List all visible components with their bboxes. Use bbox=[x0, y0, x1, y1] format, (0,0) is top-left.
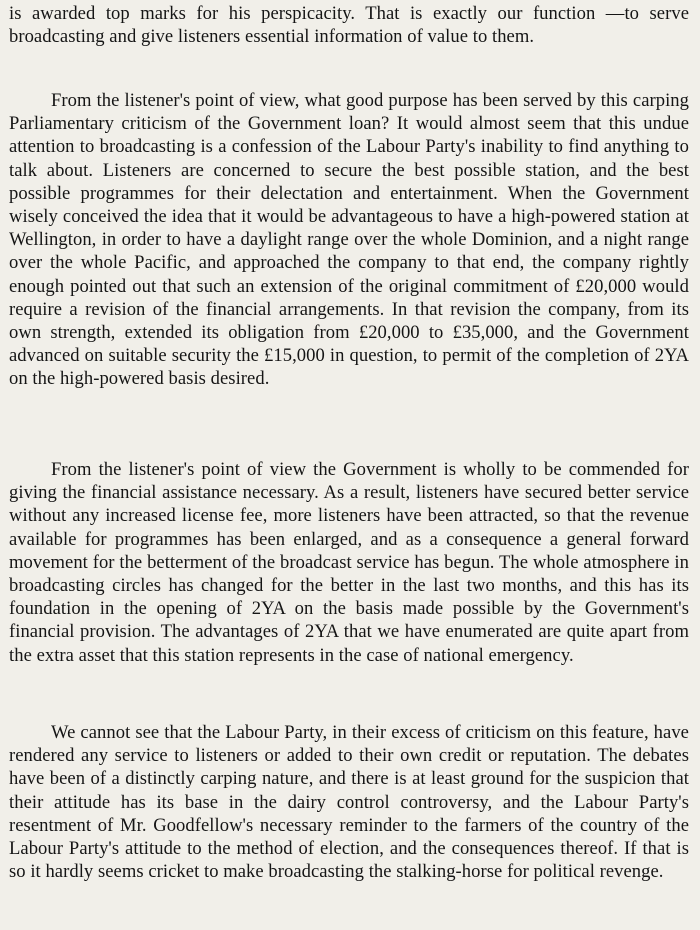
paragraph-labour-party: We cannot see that the Labour Party, in their excess of criticism on this feature, have rendered any service to listeners or added to their own credit or reputation. The debates have been of a distinctly carping nature, and there is at least ground for the suspicion that their attitude has its base in the dairy control controversy, and the Labour Party's resentment of Mr. Goodfellow's necessary reminder to the farmers of the country of the Labour Party's attitude to the method of election, and the consequences thereof. If that is so it hardly seems cricket to make broadcasting the stalking-horse for political revenge. bbox=[9, 722, 689, 883]
paragraph-loan-criticism: From the listener's point of view, what good purpose has been served by this carping Parliamentary criticism of the Government loan? It would almost seem that this undue attention to broadcasting is a confession of the Labour Party's inability to find anything to talk about. Listeners are concerned to secure the best possible station, and the best possible programmes for their delectation and entertainment. When the Government wisely conceived the idea that it would be advantageous to have a high-powered station at Wellington, in order to have a daylight range over the whole Dominion, and a night range over the whole Pacific, and approached the company to that end, the company rightly enough pointed out that such an extension of the original commitment of £20,000 would require a revision of the financial arrangements. In that revision the company, from its own strength, extended its obligation from £20,000 to £35,000, and the Government advanced on suitable security the £15,000 in question, to permit of the completion of 2YA on the high-powered basis desired. bbox=[9, 90, 689, 390]
paragraph-government-commended: From the listener's point of view the Government is wholly to be commended for giving the financial assistance necessary. As a result, listeners have secured better service without any increased license fee, more listeners have been attracted, so that the revenue available for programmes has been enlarged, and as a consequence a general forward movement for the betterment of the broadcast service has begun. The whole atmosphere in broadcasting circles has changed for the better in the last two months, and this has its foundation in the opening of 2YA on the basis made possible by the Government's financial provision. The advantages of 2YA that we have enumerated are quite apart from the extra asset that this station represents in the case of national emergency. bbox=[9, 459, 689, 666]
paragraph-continuation: is awarded top marks for his perspicacity. That is exactly our function —to serve broadcasting and give listeners essential information of value to them. bbox=[9, 3, 689, 48]
